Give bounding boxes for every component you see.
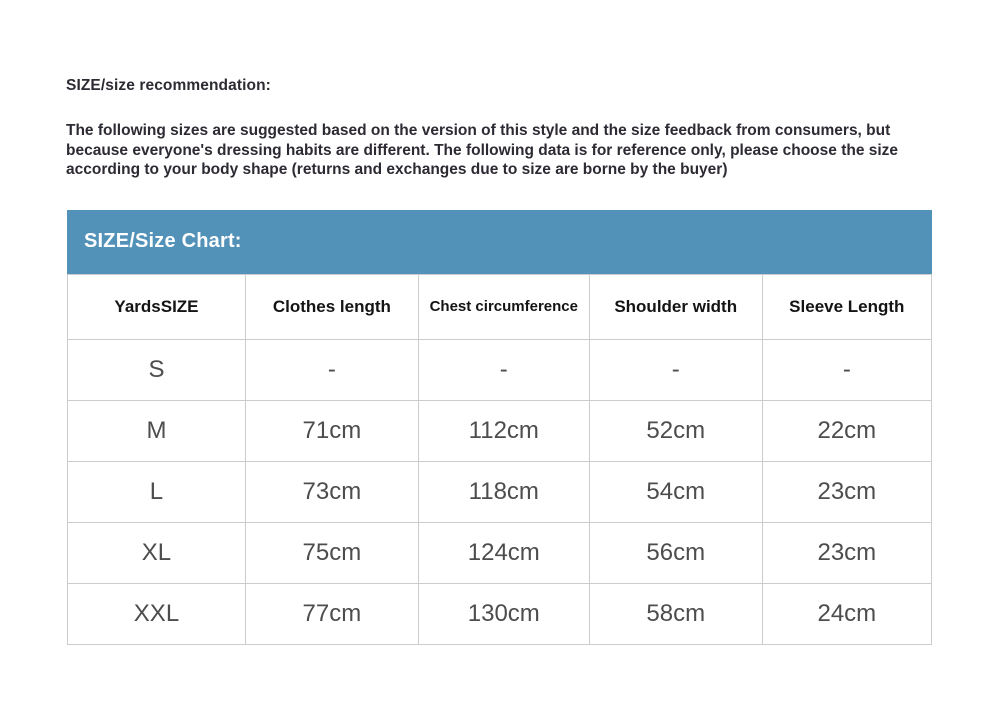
size-row-label: XL xyxy=(68,522,246,583)
size-row-l xyxy=(68,461,932,522)
size-chart-banner xyxy=(67,210,932,274)
size-chart-table xyxy=(67,274,932,645)
size-cell: 23cm xyxy=(762,522,931,583)
size-cell: 22cm xyxy=(762,400,931,461)
size-cell: 77cm xyxy=(245,583,418,644)
size-cell: - xyxy=(589,339,762,400)
size-cell: 124cm xyxy=(418,522,589,583)
size-row-s xyxy=(68,339,932,400)
size-cell: 56cm xyxy=(589,522,762,583)
size-cell: 24cm xyxy=(762,583,931,644)
size-recommendation-paragraph: The following sizes are suggested based on the version of this style and the size feedback from consumers, but because everyone's dressing habits are different. The following data is for reference only, please choose the size according to your body shape (returns and exchanges due to size are borne by the buyer) xyxy=(66,122,899,178)
size-cell: - xyxy=(762,339,931,400)
size-cell: - xyxy=(245,339,418,400)
size-row-label: XXL xyxy=(68,583,246,644)
size-cell: 52cm xyxy=(589,400,762,461)
size-cell: 112cm xyxy=(418,400,589,461)
size-table-header-row xyxy=(68,274,932,339)
size-cell: 75cm xyxy=(245,522,418,583)
size-cell: 71cm xyxy=(245,400,418,461)
size-row-xl xyxy=(68,522,932,583)
size-chart-banner-title: SIZE/Size Chart: xyxy=(84,230,242,252)
size-chart-section xyxy=(67,210,932,645)
size-cell: - xyxy=(418,339,589,400)
size-cell: 73cm xyxy=(245,461,418,522)
size-cell: 130cm xyxy=(418,583,589,644)
size-row-label: M xyxy=(68,400,246,461)
size-row-label: S xyxy=(68,339,246,400)
size-row-m xyxy=(68,400,932,461)
column-header-size: YardsSIZE xyxy=(68,274,246,339)
size-cell: 23cm xyxy=(762,461,931,522)
size-cell: 54cm xyxy=(589,461,762,522)
size-recommendation-heading: SIZE/size recommendation: xyxy=(66,77,271,94)
column-header-sleeve-length: Sleeve Length xyxy=(762,274,931,339)
column-header-shoulder-width: Shoulder width xyxy=(589,274,762,339)
size-row-label: L xyxy=(68,461,246,522)
size-row-xxl xyxy=(68,583,932,644)
column-header-clothes-length: Clothes length xyxy=(245,274,418,339)
size-cell: 58cm xyxy=(589,583,762,644)
column-header-chest-circumference: Chest circumference xyxy=(418,274,589,339)
size-cell: 118cm xyxy=(418,461,589,522)
